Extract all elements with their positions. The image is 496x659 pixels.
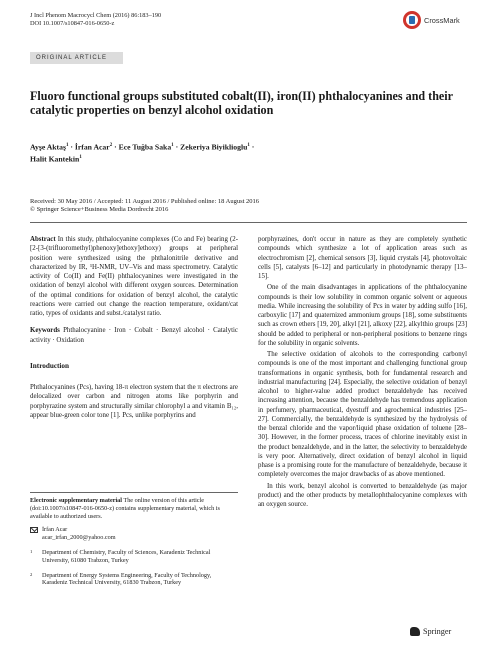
crossmark-icon: [403, 11, 421, 29]
affiliation-text: Department of Energy Systems Engineering, Faculty of Technology, Karadeniz Technical University, 61830 Trabzon, Turkey: [42, 571, 212, 587]
affiliation-marker: 2: [109, 143, 113, 148]
footnote-divider: [30, 492, 238, 493]
author-name[interactable]: İrfan Acar: [74, 142, 110, 152]
affiliation: [30, 549, 238, 565]
journal-reference: J Incl Phenom Macrocycl Chem (2016) 86:183–190: [30, 12, 162, 19]
publisher-logo: [410, 627, 451, 636]
copyright: © Springer Science+Business Media Dordrecht 2016: [30, 206, 169, 214]
esm-label: Electronic supplementary material: [30, 497, 122, 504]
separator: ·: [68, 142, 75, 152]
esm-text: The online version of this article (doi:10.1007/s10847-016-0650-z) contains supplementary material, which is available to authorized users.: [30, 497, 220, 520]
right-column: [258, 235, 467, 511]
crossmark-badge[interactable]: [403, 11, 460, 29]
separator: ·: [112, 142, 119, 152]
author-list: [30, 141, 460, 164]
envelope-icon: [30, 527, 38, 533]
author-name[interactable]: Ayşe Aktaş: [30, 142, 66, 152]
history-dates: Received: 30 May 2016 / Accepted: 11 August 2016 / Published online: 18 August 2016: [30, 198, 260, 205]
article-type-label: ORIGINAL ARTICLE: [30, 52, 123, 64]
divider: [30, 222, 467, 223]
author-name[interactable]: Halit Kantekin: [30, 154, 80, 164]
section-heading: Introduction: [30, 361, 70, 370]
left-column: [30, 235, 238, 422]
affiliation-text: Department of Chemistry, Faculty of Sciences, Karadeniz Technical University, 61080 Trabzon, Turkey: [42, 548, 211, 564]
keywords: [30, 326, 238, 345]
affiliation-marker: 1: [171, 143, 174, 148]
publication-dates: [30, 198, 259, 215]
body-paragraph: The selective oxidation of alcohols to the corresponding carbonyl compounds is one of the most important and challenging functional group transformations in organic synthesis, both for fundamental research and industrial manufacturing [24]. Especially, the selective oxidation of benzyl alcohol to higher-value added product benzaldehyde has received increasing attention, because the benzaldehyde has tremendous application in perfumery, pharmaceutical, dyestuff and agrochemical industries [25–27]. Commercially, the benzaldehyde is synthesized by the hydrolysis of the benzal chloride and the vapor/liquid phase oxidation of toluene [28–30]. However, in the former process, traces of chlorine inevitably exist in the product benzaldehyde, and in the latter, the selectivity to benzaldehyde is very poor. Alternatively, direct oxidation of benzyl alcohol in liquid phase is a promising route for the manufacture of benzaldehyde, because it completely overcomes the major drawbacks of as above mentioned.: [258, 351, 467, 479]
separator: ·: [249, 142, 255, 152]
affiliation-number: 2: [30, 571, 33, 577]
affiliation-number: 1: [30, 548, 33, 554]
separator: ·: [173, 142, 181, 152]
contact-name: İrfan Acar: [42, 526, 68, 534]
affiliation-marker: 1: [65, 143, 69, 148]
abstract: [30, 235, 238, 318]
crossmark-label: CrossMark: [424, 15, 460, 25]
affiliation-marker: 1: [247, 143, 250, 148]
intro-paragraph: Phthalocyanines (Pcs), having 18-π electron system that the π electrons are delocalized over carbon and nitrogen atoms like porphyrin and porphyrazine system and structurally similar chlorophyl a and vitamin B₁₂, appear blue-green color tone [1]. Pcs, unlike porphyrins and: [30, 384, 238, 419]
author-name[interactable]: Zekeriya Biyiklioglu: [180, 142, 248, 152]
springer-horse-icon: [410, 627, 420, 636]
corresponding-author: [30, 526, 238, 542]
paper-title: Fluoro functional groups substituted cobalt(II), iron(II) phthalocyanines and their catalytic properties on benzyl alcohol oxidation: [30, 89, 453, 118]
body-paragraph: porphyrazines, don't occur in nature as they are completely synthetic compounds which synthesize a lot of application areas such as electrochromism [2], chemical sensors [3], liquid crystals [4], photovoltaic cells [5], catalysts [6–12] and particularly in photodynamic therapy [13–15].: [258, 236, 467, 280]
body-paragraph: One of the main disadvantages in applications of the phthalocyanine compounds is their low solubility in common organic solvent or aqueous media. While increasing the solubility of Pcs in water by adding sulfo [16], carboxylic [17] and quaternized ammonium groups [18], some substituents such as crown ethers [19, 20], alkyl [21], alkoxy [22], alkylthio groups [23] should be added to peripheral or non-peripheral positions to benzene rings for the solubility in organic solvents.: [258, 284, 467, 347]
keywords-text: Phthalocyanine · Iron · Cobalt · Benzyl alcohol · Catalytic activity · Oxidation: [30, 327, 238, 344]
abstract-label: Abstract: [30, 236, 56, 243]
affiliation-marker: 1: [79, 154, 82, 160]
journal-citation: [30, 12, 161, 29]
author-name[interactable]: Ece Tuğba Saka: [118, 142, 172, 152]
doi: DOI 10.1007/s10847-016-0650-z: [30, 20, 115, 28]
abstract-text: In this study, phthalocyanine complexes (Co and Fe) bearing (2-[2-[3-(trifluoromethyl)phenoxy]ethoxy]ethoxy) groups at peripheral position were synthesized using the phthalonitrile derivative and characterized by IR, ¹H-NMR, UV–Vis and mass spectrometry. Catalytic activity of Co(II) and Fe(II) phthalocyanines were investigated in the oxidation of benzyl alcohol with different oxygen sources. Determination of the optimal conditions for oxidation of benzyl alcohol, the catalytic reactions were carried out change the reaction temperature, oxidant/cat ratio, types of oxidants and subst./catalyst ratio.: [30, 236, 238, 317]
body-paragraph: In this work, benzyl alcohol is converted to benzaldehyde (as major product) and the other products by metallophthalocyanine complexes with an oxygen source.: [258, 482, 467, 508]
footnotes: [30, 497, 238, 587]
affiliation: [30, 572, 238, 588]
contact-email[interactable]: acar_irfan_2000@yahoo.com: [42, 534, 116, 542]
keywords-label: Keywords: [30, 327, 60, 335]
esm-note: [30, 497, 238, 520]
publisher-name: Springer: [423, 627, 452, 636]
